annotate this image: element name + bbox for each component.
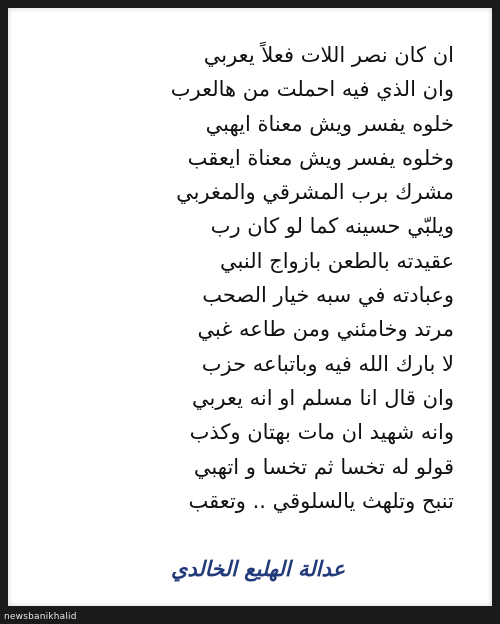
poem-line: وان قال انا مسلم او انه يعربي	[192, 385, 454, 410]
poem-line: وعبادته في سبه خيار الصحب	[202, 283, 454, 308]
poem-line: ان كان نصر اللات فعلاً يعربي	[203, 43, 454, 67]
poet-signature: عدالة الهليع الخالدي	[170, 556, 346, 581]
poem-line: ويلبّي حسينه كما لو كان رب	[210, 214, 454, 239]
poem-card	[8, 8, 492, 606]
poem-line: مرتد وخامئني ومن طاعه غبي	[197, 317, 454, 342]
poem-line: تنبح وتلهث يالسلوقي .. وتعقب	[188, 488, 454, 513]
poem-line: مشرك برب المشرقي والمغربي	[176, 180, 454, 205]
poem-text	[54, 38, 454, 518]
poem-line: لا بارك الله فيه وباتباعه حزب	[201, 351, 454, 376]
poem-line: وان الذي فيه احملت من هالعرب	[170, 77, 454, 102]
poem-line: قولو له تخسا ثم تخسا و اتهبي	[193, 454, 454, 479]
watermark: newsbanikhalid	[4, 612, 77, 622]
poem-line: عقيدته بالطعن بازواج النبي	[220, 248, 454, 273]
poem-line: وانه شهيد ان مات بهتان وكذب	[189, 420, 454, 445]
poem-line: خلوه يفسر ويش معناة ايهبي	[205, 111, 454, 136]
poem-line: وخلوه يفسر ويش معناة ايعقب	[187, 145, 454, 170]
